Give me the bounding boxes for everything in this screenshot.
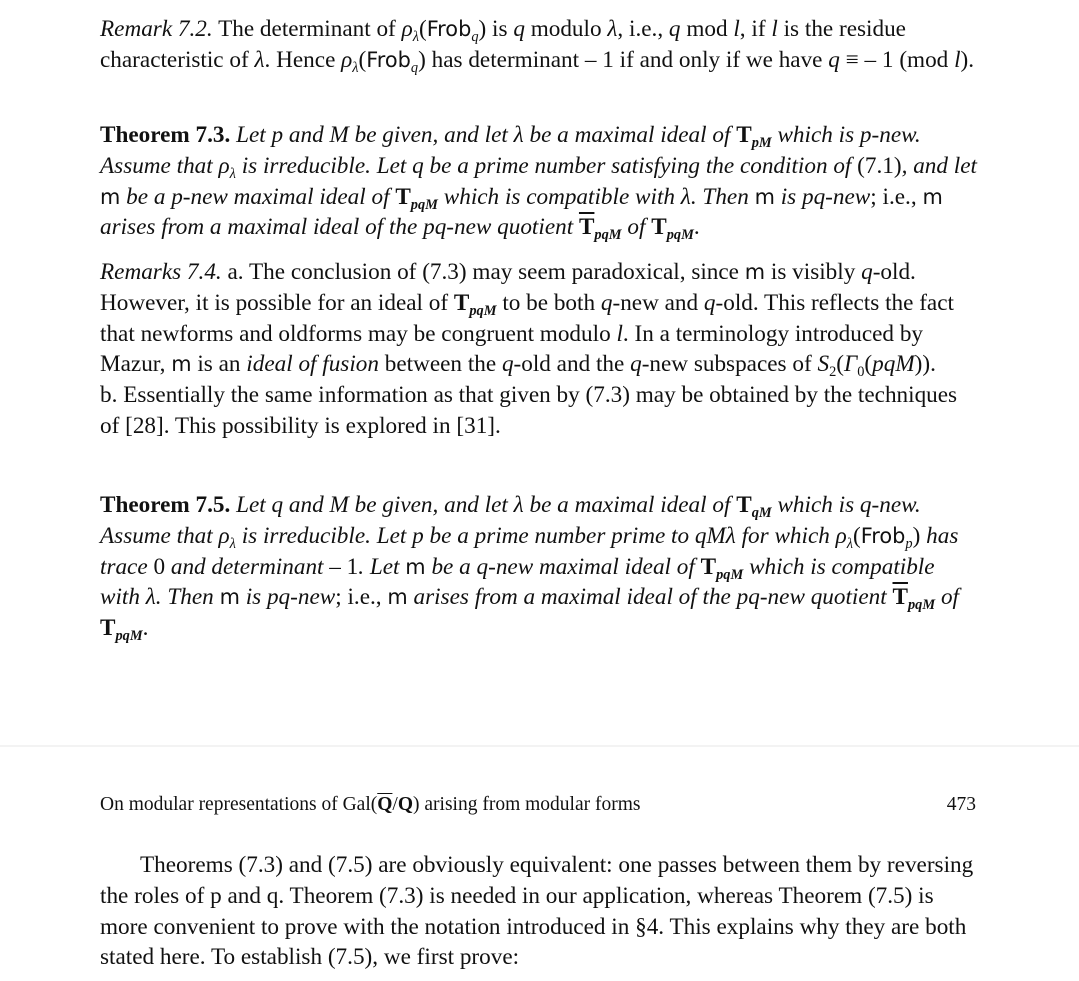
text: has determinant – 1 if and only if we have — [425, 46, 829, 73]
remark-7-2: Remark 7.2. The determinant of $\rho_\lambda(Frob_q)$ is q modulo λ, i.e., q mod l, if l is the residue characteristic of λ. Hence $\rho_\lambda(Frob_q)$ has determinant – 1 if and only if we have q ≡ – 1 (mod l). — [100, 16, 975, 76]
text: which is compatible with λ. Then — [437, 183, 755, 210]
text: -new subspaces of — [641, 351, 818, 378]
text: Let p and M be given, and let λ be a maximal ideal of — [236, 122, 737, 148]
text: is the residue characteristic of — [100, 16, 906, 73]
text: On modular representations of Gal( — [100, 794, 378, 815]
text: . — [693, 214, 700, 241]
text: . — [142, 615, 149, 642]
text: ; i.e., — [335, 584, 388, 611]
text: of — [935, 584, 959, 611]
text: a. The conclusion of (7.3) may seem paradoxical, since — [221, 259, 745, 285]
text: . In a terminology introduced by Mazur, — [100, 320, 924, 378]
text: which is compatible with λ. Then — [100, 553, 935, 611]
text: -old. This reflects the fact that newforms and oldforms may be congruent modulo — [100, 289, 954, 347]
text: is pq-new — [774, 183, 871, 210]
text: -old and the — [513, 351, 631, 378]
theorem-7-3: Theorem 7.3. Let p and M be given, and let λ be a maximal ideal of $T_{pM}$ which is p-new. Assume that $\rho_\lambda$ is irreducible. Let q be a prime number satisfying the condition of (7.1), and let m be a p-new maximal ideal of $T_{pqM}$ which is compatible with λ. Then m is pq-new; i.e., m arises from a maximal ideal of the pq-new quotient $\overline{T}_{pqM}$ of $T_{pqM}$. — [100, 122, 977, 244]
text: between the — [378, 351, 502, 378]
remark-label: Remark 7.2. — [100, 16, 213, 42]
text: is irreducible. Let q be a prime number satisfying the condition of — [235, 152, 858, 179]
text: The determinant of — [212, 16, 402, 42]
theorem-label: Theorem 7.3. — [100, 122, 231, 148]
text: ). — [960, 46, 975, 73]
text: to be both — [496, 289, 601, 316]
text: . — [930, 351, 936, 378]
text: , and let — [901, 152, 977, 179]
running-header — [100, 792, 980, 818]
text: be a q-new maximal ideal of — [425, 553, 701, 580]
remarks-part-b: b. Essentially the same information as that given by (7.3) may be obtained by the techniques of [28]. This possibility is explored in [31]. — [100, 382, 958, 439]
remarks-7-4: Remarks 7.4. a. The conclusion of (7.3) may seem paradoxical, since m is visibly q-old. However, it is possible for an ideal of $T_{pqM}$ to be both q-new and q-old. This reflects the fact that newforms and oldforms may be congruent modulo l. In a terminology introduced by Mazur, m is an ideal of fusion between the q-old and the q-new subspaces of $S_2(\Gamma_0(pqM))$. b. Essentially the same information as that given by (7.3) may be obtained by the techniques of [28]. This possibility is explored in [31]. — [100, 259, 958, 439]
text: ideal of fusion — [246, 351, 379, 378]
text: which is p-new. Assume that — [100, 122, 921, 179]
theorem-7-5: Theorem 7.5. Let q and M be given, and let λ be a maximal ideal of $T_{qM}$ which is q-new. Assume that $\rho_\lambda$ is irreducible. Let p be a prime number prime to qMλ for which $\rho_\lambda(Frob_p)$ has trace 0 and determinant – 1. Let m be a q-new maximal ideal of $T_{pqM}$ which is compatible with λ. Then m is pq-new; i.e., m arises from a maximal ideal of the pq-new quotient $\overline{T}_{pqM}$ of $T_{pqM}$. — [100, 492, 959, 645]
text: 0 — [153, 553, 166, 580]
page-break-divider — [0, 745, 1079, 747]
text: of — [621, 214, 652, 241]
remarks-label: Remarks 7.4. — [100, 259, 222, 285]
text: (7.1) — [857, 152, 902, 179]
text: -new and — [612, 289, 704, 316]
text: , if — [739, 16, 772, 42]
text: is an — [191, 351, 247, 378]
text: arises from a maximal ideal of the pq-new quotient — [407, 584, 893, 611]
theorem-label: Theorem 7.5. — [100, 492, 231, 518]
page-number: 473 — [946, 794, 976, 815]
text: which is q-new. Assume that — [100, 492, 921, 549]
text: is irreducible. Let p be a prime number prime to qMλ for which — [235, 522, 836, 549]
text: , i.e., — [617, 16, 669, 42]
text: is visibly — [765, 259, 862, 285]
text: mod — [680, 16, 734, 42]
text: ; i.e., — [870, 183, 923, 210]
running-title: On modular representations of $Gal(\overline{Q}/Q)$ arising from modular forms — [100, 794, 641, 815]
text: ) arising from modular forms — [413, 794, 641, 815]
text: has trace — [100, 522, 959, 580]
text: 1 — [346, 553, 359, 580]
text: . Let — [358, 553, 406, 580]
text: be a p-new maximal ideal of — [120, 183, 396, 210]
text: Let q and M be given, and let λ be a maximal ideal of — [236, 492, 737, 518]
closing-paragraph: Theorems (7.3) and (7.5) are obviously equivalent: one passes between them by reversing the roles of p and q. Theorem (7.3) is needed in our application, whereas Theorem (7.5) is more convenient to prove with the notation introduced in §4. This explains why they are both stated here. To establish (7.5), we first prove: — [100, 852, 974, 971]
text: is pq-new — [239, 584, 336, 611]
text: modulo — [524, 16, 608, 42]
text: ≡ – 1 (mod — [839, 46, 955, 73]
text: and determinant – — [165, 553, 347, 580]
text: . Hence — [264, 46, 342, 73]
text: is — [486, 16, 514, 42]
text: -old. However, it is possible for an ideal of — [100, 259, 916, 316]
text: arises from a maximal ideal of the pq-new quotient — [100, 214, 579, 241]
